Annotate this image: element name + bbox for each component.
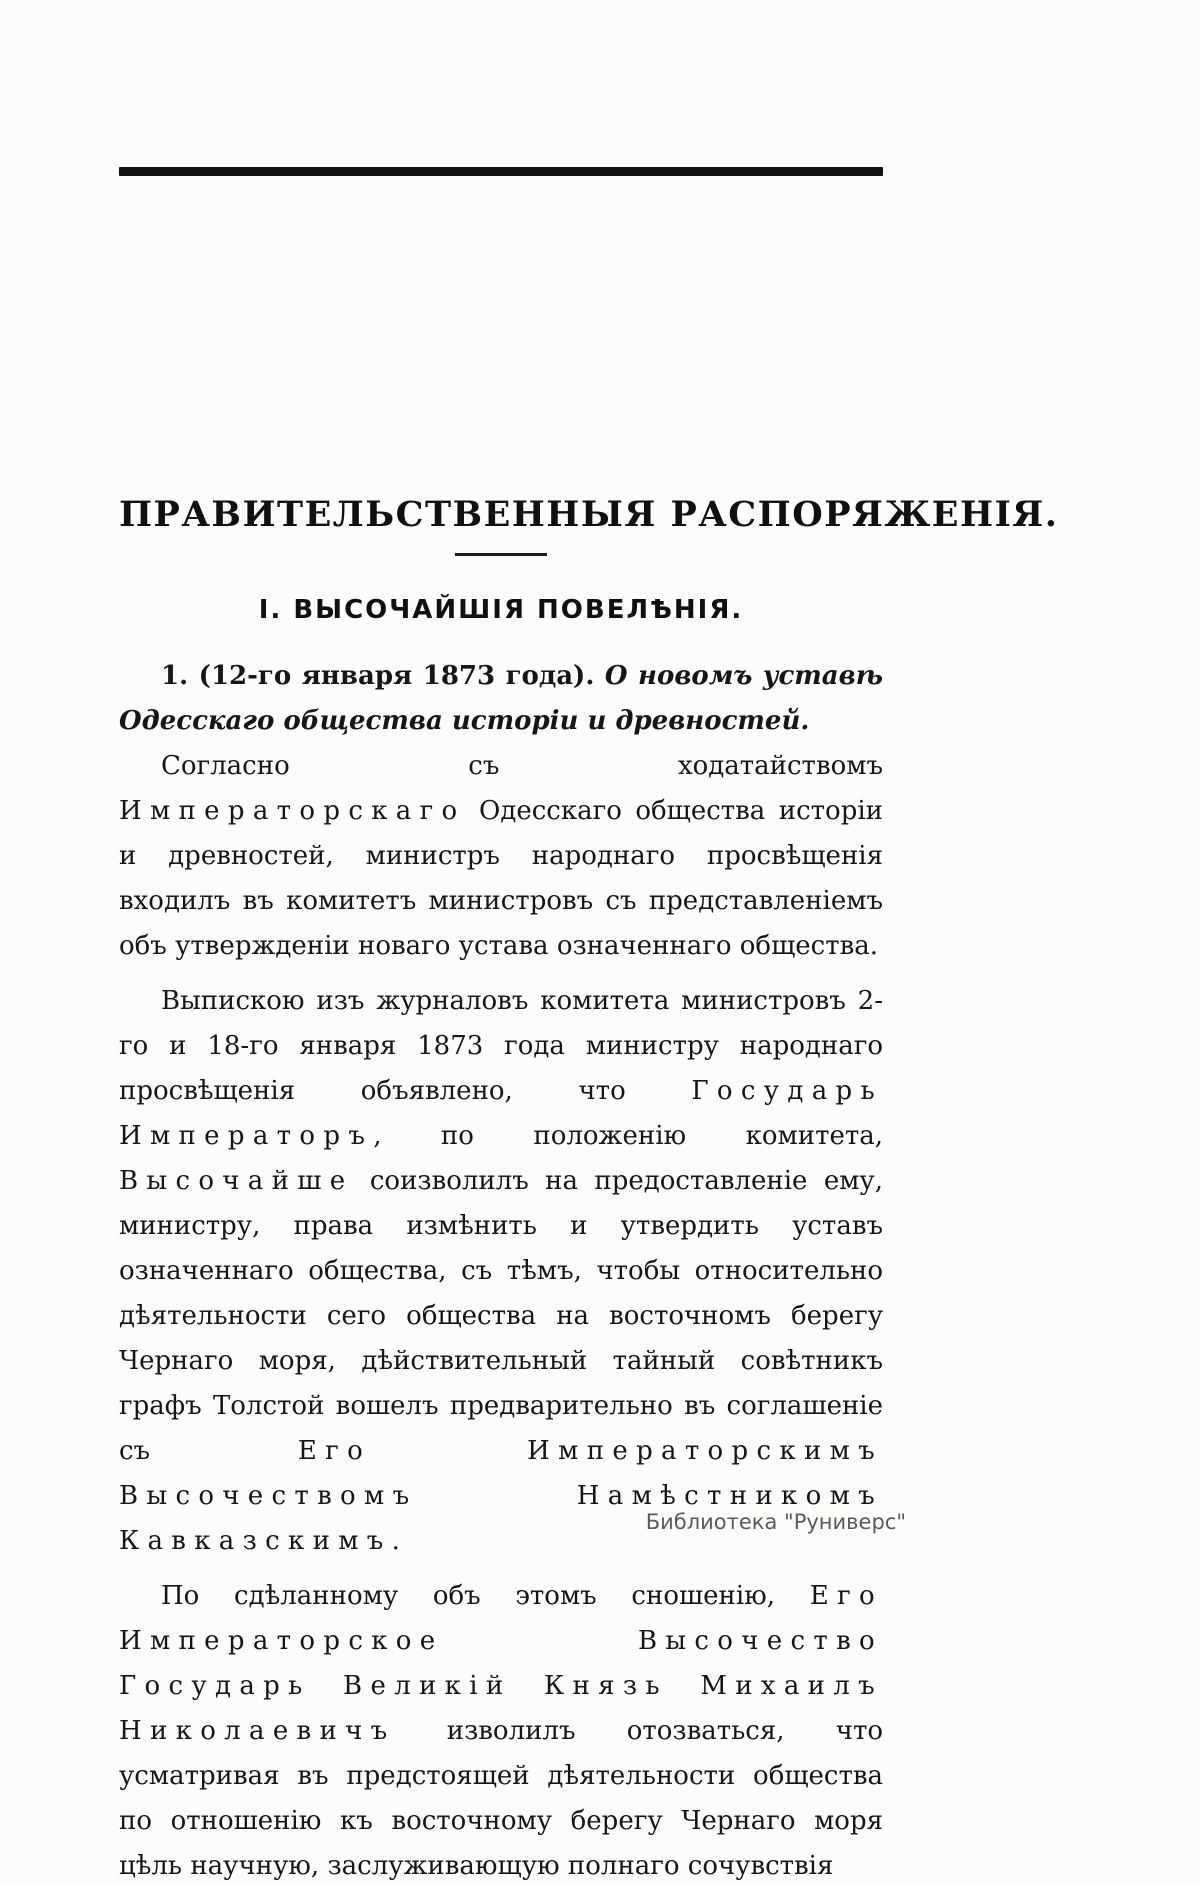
emphasized-spaced-text: Императорскаго bbox=[119, 796, 466, 826]
paragraph-list bbox=[119, 744, 883, 1885]
page-title: ПРАВИТЕЛЬСТВЕННЫЯ РАСПОРЯЖЕНІЯ. bbox=[119, 494, 1059, 535]
paragraph-text: Одесскаго общества исторіи и древностей, министръ народнаго просвѣщенія входилъ въ комитетъ министровъ съ представленіемъ объ утвержденіи новаго устава означеннаго общества. bbox=[119, 796, 883, 961]
article-body bbox=[119, 654, 883, 1885]
paragraph bbox=[119, 1574, 883, 1885]
emphasized-spaced-text: Государь Императоръ bbox=[119, 1076, 883, 1151]
emphasized-spaced-text: Его Императорскимъ Высочествомъ Намѣстникомъ Кавказскимъ bbox=[119, 1436, 883, 1556]
page-content-column bbox=[119, 167, 1059, 1885]
paragraph-text: По сдѣланному объ этомъ сношенію, bbox=[161, 1581, 810, 1611]
item-number-date: 1. (12-го января 1873 года). bbox=[161, 661, 605, 691]
paragraph-text: , по положенію комитета, bbox=[373, 1121, 883, 1151]
paragraph bbox=[119, 744, 883, 969]
page-top-rule bbox=[119, 167, 883, 176]
paragraph-text: изволилъ отозваться, что усматривая въ предстоящей дѣятельности общества по отношенію къ восточному берегу Чернаго моря цѣль научную, заслуживающую полнаго сочувствія bbox=[119, 1716, 883, 1881]
section-heading: І. ВЫСОЧАЙШІЯ ПОВЕЛѢНІЯ. bbox=[258, 595, 744, 625]
paragraph-text: . bbox=[391, 1526, 400, 1556]
paragraph-text: соизволилъ на предоставленіе ему, министру, права измѣнить и утвердить уставъ означеннаго общества, съ тѣмъ, чтобы относительно дѣятельности сего общества на восточномъ берегу Чернаго моря, дѣйствительный тайный совѣтникъ графъ Толстой вошелъ предварительно въ соглашеніе съ bbox=[119, 1166, 883, 1466]
paragraph-text: Согласно съ ходатайствомъ bbox=[161, 751, 883, 781]
emphasized-spaced-text: Высочайше bbox=[119, 1166, 354, 1196]
library-watermark: Библиотека "Руниверс" bbox=[645, 1510, 906, 1534]
paragraph-text: Выпискою изъ журналовъ комитета министровъ 2-го и 18-го января 1873 года министру народнаго просвѣщенія объявлено, что bbox=[119, 986, 883, 1106]
paragraph bbox=[119, 979, 883, 1564]
item-title-italic: О новомъ уставѣ Одесскаго общества исторіи и древностей. bbox=[119, 661, 883, 736]
title-divider-rule bbox=[455, 553, 547, 556]
emphasized-spaced-text: Его Императорское Высочество Государь Великій Князь Михаилъ Николаевичъ bbox=[119, 1581, 883, 1746]
item-heading-paragraph bbox=[119, 654, 883, 744]
